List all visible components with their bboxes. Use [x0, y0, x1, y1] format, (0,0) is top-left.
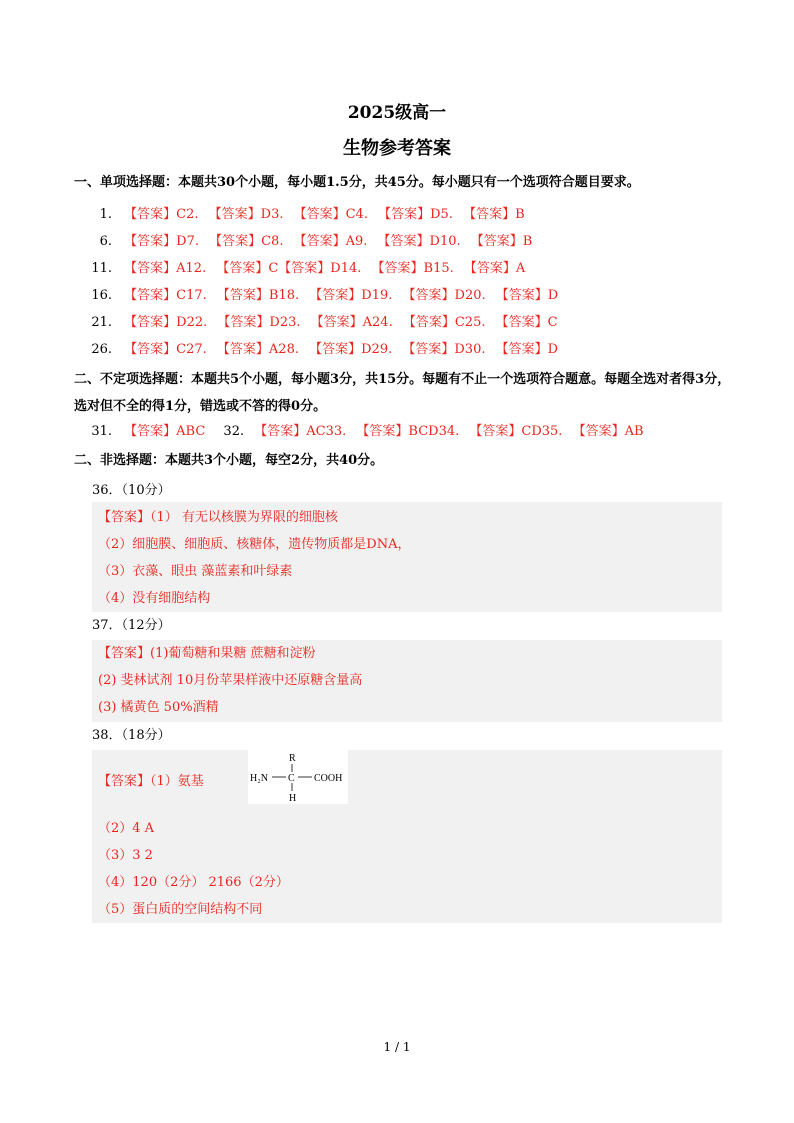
answer-line: （5）蛋白质的空间结构不同 — [98, 902, 263, 917]
answer-item: 【答案】C8. — [209, 234, 284, 249]
answer-line: (3) 橘黄色 50%酒精 — [98, 700, 219, 715]
answer-row — [74, 422, 644, 442]
answer-item: 【答案】D22. — [124, 315, 208, 330]
answer-item: 【答案】B — [470, 234, 533, 249]
answer-item: 【答案】A28. — [216, 342, 299, 357]
answer-row — [74, 340, 558, 360]
answer-line: （4）120（2分） 2166（2分） — [98, 875, 289, 890]
answer-item: 【答案】D30. — [402, 342, 486, 357]
formula-hydrogen: H — [289, 793, 297, 804]
answer-line: (2) 斐林试剂 10月份苹果样液中还原糖含量高 — [98, 673, 363, 688]
formula-amino-group: H₂N — [250, 773, 268, 784]
answer-line: 【答案】（1）氨基 — [98, 774, 204, 789]
answer-item: 【答案】D29. — [309, 342, 393, 357]
question-36-heading: 36．（10分） — [92, 483, 171, 498]
answer-item: 【答案】C4. — [293, 207, 368, 222]
answer-item: 【答案】ABC — [124, 424, 206, 439]
formula-central-carbon: C — [288, 773, 295, 784]
answer-item: 【答案】D7. — [124, 234, 199, 249]
answer-item: 【答案】D5. — [378, 207, 453, 222]
answer-item: 【答案】C17. — [124, 288, 207, 303]
answer-line: （2）细胞膜、细胞质、核糖体，遗传物质都是DNA， — [98, 537, 411, 552]
answer-item: 【答案】D10. — [377, 234, 461, 249]
answer-row — [74, 313, 558, 333]
question-number: 16. — [91, 288, 112, 303]
answer-item: 【答案】D — [495, 342, 559, 357]
section-2-title: 二、不定项选择题：本题共5个小题，每小题3分，共15分。每题有不止一个选项符合题意。每题全选对者得3分，选对但不全的得1分，错选或不答的得0分。 — [74, 372, 731, 414]
question-37-heading: 37．（12分） — [92, 618, 171, 633]
question-number: 26. — [91, 342, 112, 357]
amino-acid-structure-icon — [248, 750, 348, 804]
answer-item: 【答案】AB — [572, 424, 644, 439]
answer-item: 【答案】B15. — [371, 261, 454, 276]
question-38-answer-box — [92, 750, 722, 923]
answer-row — [74, 205, 525, 225]
page-title-subject: 生物参考答案 — [343, 138, 451, 159]
question-37-answer-box — [92, 640, 722, 722]
amino-acid-formula — [248, 750, 348, 804]
answer-line: 【答案】（1） 有无以核膜为界限的细胞核 — [98, 510, 338, 525]
section-3-title: 二、非选择题：本题共3个小题，每空2分，共40分。 — [74, 453, 384, 468]
answer-line: （2）4 A — [98, 821, 155, 836]
answer-item: 【答案】A12. — [124, 261, 207, 276]
answer-item: 【答案】C【答案】D14. — [216, 261, 362, 276]
answer-item: 【答案】BCD34. — [356, 424, 460, 439]
question-number: 21. — [91, 315, 112, 330]
answer-line: （3）3 2 — [98, 848, 153, 863]
answer-item: 【答案】D3. — [208, 207, 284, 222]
question-number: 6. — [99, 234, 112, 249]
answer-item: 【答案】D20. — [402, 288, 486, 303]
answer-item: 【答案】A9. — [293, 234, 368, 249]
answer-item: 【答案】B — [463, 207, 525, 222]
answer-row — [74, 259, 525, 279]
answer-item: 【答案】D — [495, 288, 559, 303]
answer-item: 【答案】C2. — [124, 207, 199, 222]
formula-r-group: R — [289, 753, 296, 764]
answer-item: 【答案】A — [463, 261, 526, 276]
answer-item: 【答案】B18. — [216, 288, 300, 303]
answer-item: 【答案】CD35. — [469, 424, 563, 439]
answer-item: 【答案】D19. — [309, 288, 393, 303]
answer-item: 【答案】C — [495, 315, 558, 330]
page-title-grade: 2025级高一 — [347, 103, 447, 123]
question-number: 1. — [99, 207, 112, 222]
answer-row — [74, 232, 532, 252]
answer-line: （4）没有细胞结构 — [98, 591, 211, 606]
section-1-title: 一、单项选择题：本题共30个小题，每小题1.5分，共45分。每小题只有一个选项符合题目要求。 — [74, 175, 640, 190]
answer-item: 【答案】C25. — [402, 315, 486, 330]
question-36-answer-box — [92, 502, 722, 612]
page-number: 1 / 1 — [383, 1040, 411, 1054]
question-number: 11. — [91, 261, 112, 276]
question-number: 31. — [91, 424, 112, 439]
answer-item: 【答案】A24. — [310, 315, 393, 330]
answer-item: 【答案】D23. — [217, 315, 301, 330]
answer-line: 【答案】(1)葡萄糖和果糖 蔗糖和淀粉 — [98, 646, 316, 661]
question-38-heading: 38．（18分） — [92, 728, 171, 743]
formula-carboxyl-group: COOH — [314, 773, 343, 784]
answer-line: （3）衣藻、眼虫 藻蓝素和叶绿素 — [98, 564, 293, 579]
answer-item: 【答案】C27. — [124, 342, 207, 357]
answer-row — [74, 286, 558, 306]
question-number: 32. — [223, 424, 245, 439]
answer-item: 【答案】AC33. — [254, 424, 347, 439]
